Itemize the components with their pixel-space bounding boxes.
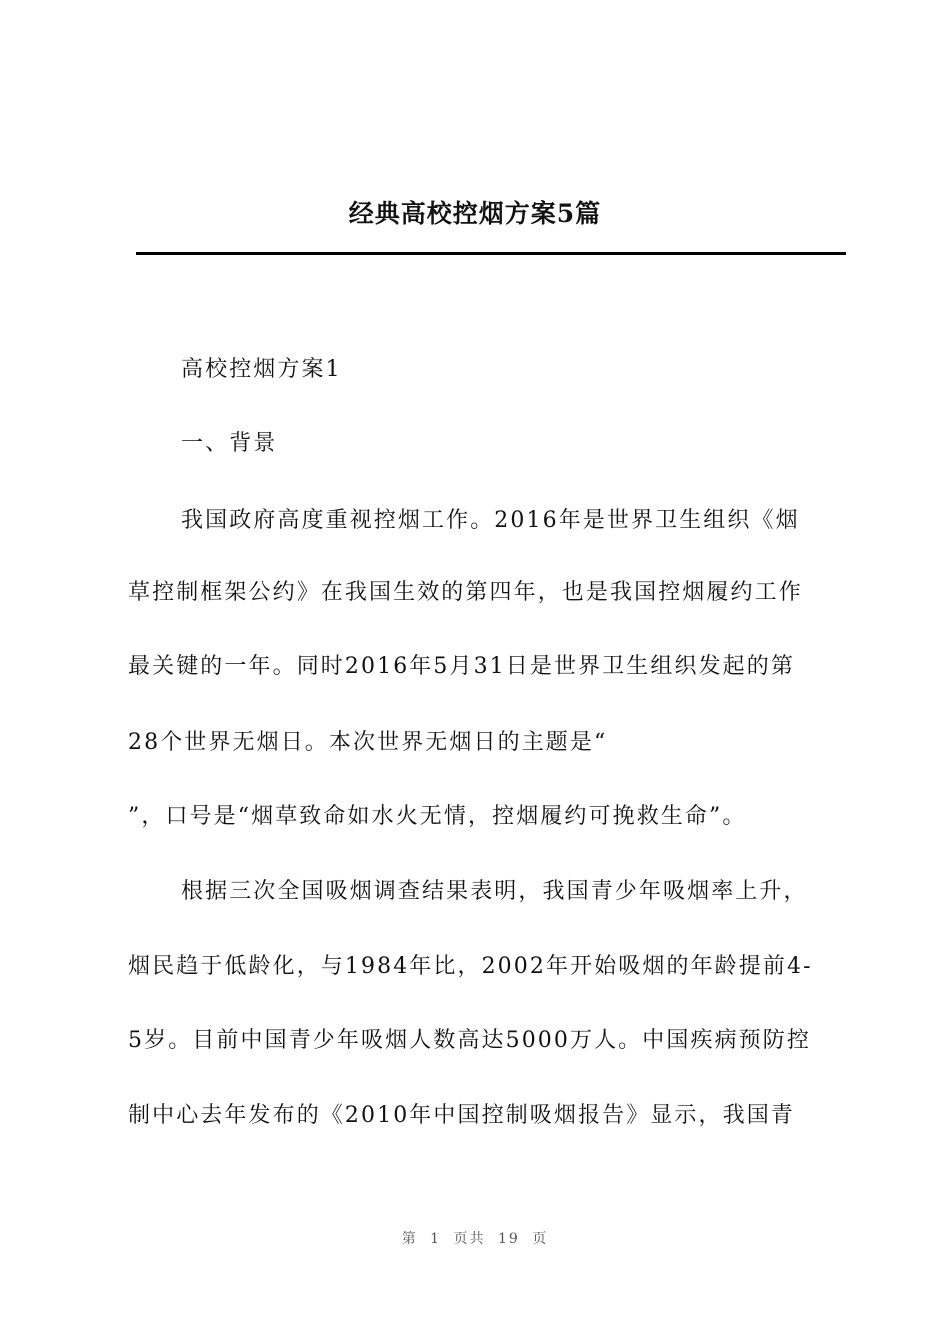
paragraph-line: 制中心去年发布的《2010年中国控制吸烟报告》显示，我国青 (128, 1103, 795, 1128)
paragraph-line: 5岁。目前中国青少年吸烟人数高达5000万人。中国疾病预防控 (128, 1028, 811, 1053)
section-heading: 高校控烟方案1 (181, 357, 342, 382)
paragraph-line: 28个世界无烟日。本次世界无烟日的主题是“ (128, 730, 608, 755)
paragraph-line: 我国政府高度重视控烟工作。2016年是世界卫生组织《烟 (181, 508, 800, 533)
page-number-footer: 第 1 页共 19 页 (401, 1231, 549, 1247)
paragraph-line: ”，口号是“烟草致命如水火无情，控烟履约可挽救生命”。 (128, 804, 747, 829)
document-title: 经典高校控烟方案5篇 (348, 199, 602, 228)
title-divider (136, 252, 846, 255)
paragraph-line: 根据三次全国吸烟调查结果表明，我国青少年吸烟率上升， (181, 879, 808, 904)
paragraph-line: 草控制框架公约》在我国生效的第四年，也是我国控烟履约工作 (128, 580, 803, 605)
subheading-background: 一、背景 (181, 431, 278, 456)
paragraph-line: 烟民趋于低龄化，与1984年比，2002年开始吸烟的年龄提前4- (128, 954, 813, 979)
paragraph-line: 最关键的一年。同时2016年5月31日是世界卫生组织发起的第 (128, 654, 795, 679)
